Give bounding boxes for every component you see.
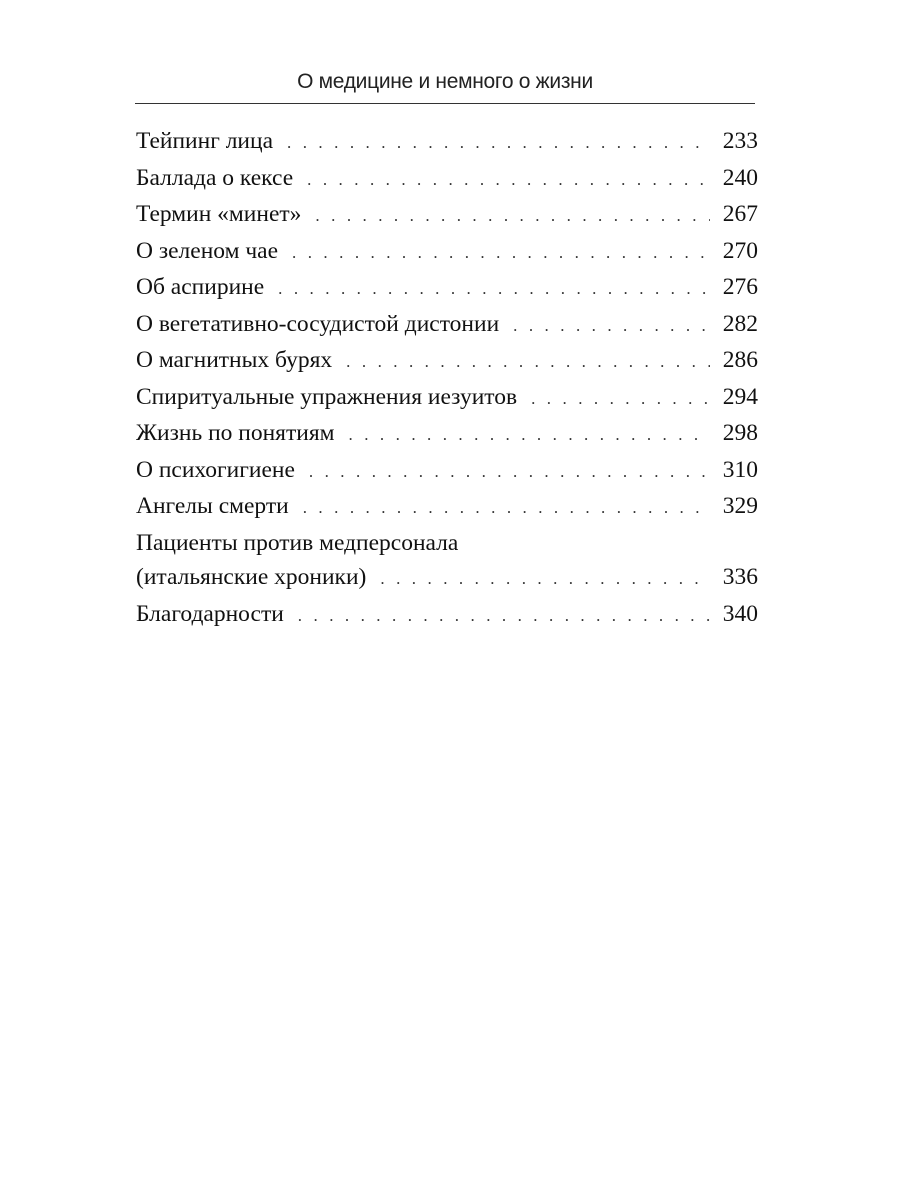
toc-entry <box>136 161 758 198</box>
toc-entry-title: О зеленом чае <box>136 237 279 264</box>
toc-row <box>136 343 758 380</box>
toc-entry-page: 270 <box>722 237 758 264</box>
toc-entry-title-line1: Пациенты против медперсонала <box>136 529 459 556</box>
dot-leader <box>315 199 710 234</box>
toc-row <box>136 560 758 597</box>
toc-entry-title: Тейпинг лица <box>136 128 274 154</box>
toc-entry <box>136 234 758 271</box>
toc-entry-page: 286 <box>722 347 758 373</box>
toc-entry-title: Об аспирине <box>136 274 265 300</box>
toc-entry-page: 233 <box>722 128 758 154</box>
toc-entry <box>136 270 758 307</box>
dot-leader <box>298 599 710 634</box>
toc-entry-title: (итальянские хроники) <box>136 564 367 590</box>
toc-entry-page: 310 <box>722 456 758 483</box>
toc-entry <box>136 489 758 526</box>
toc-entry-page: 340 <box>722 600 758 627</box>
toc-entry-page: 336 <box>722 564 758 590</box>
toc-row <box>136 453 758 490</box>
dot-leader <box>303 491 710 526</box>
toc-entry-title: Благодарности <box>136 600 284 627</box>
dot-leader <box>346 345 710 380</box>
toc-entry-title: Термин «минет» <box>136 201 302 227</box>
dot-leader <box>349 418 710 453</box>
dot-leader <box>287 126 710 161</box>
toc-row <box>136 124 758 161</box>
toc-entry <box>136 380 758 417</box>
toc-entry-title: О магнитных бурях <box>136 347 333 373</box>
toc-row <box>136 161 758 198</box>
toc-entry-title: О вегетативно-сосудистой дистонии <box>136 310 500 337</box>
toc-row <box>136 416 758 453</box>
header-rule <box>135 103 755 104</box>
toc-row <box>136 270 758 307</box>
toc-entry <box>136 526 758 597</box>
toc-row <box>136 307 758 344</box>
dot-leader <box>307 163 710 198</box>
toc-entry <box>136 453 758 490</box>
toc-row <box>136 489 758 526</box>
dot-leader <box>531 382 710 417</box>
toc-entry-page: 282 <box>722 310 758 337</box>
toc-entry-title: Ангелы смерти <box>136 493 289 519</box>
toc-row <box>136 234 758 271</box>
toc-entry-page: 276 <box>722 274 758 300</box>
toc-entry-title: Жизнь по понятиям <box>136 420 335 446</box>
toc-entry <box>136 197 758 234</box>
toc-entry <box>136 416 758 453</box>
toc-row <box>136 597 758 634</box>
toc-entry <box>136 307 758 344</box>
running-head: О медицине и немного о жизни <box>297 70 593 93</box>
table-of-contents <box>136 124 758 633</box>
toc-entry-page: 240 <box>722 164 758 191</box>
toc-entry <box>136 124 758 161</box>
toc-entry-page: 267 <box>722 201 758 227</box>
toc-entry-page: 294 <box>722 383 758 410</box>
toc-entry-page: 298 <box>722 420 758 446</box>
toc-row <box>136 380 758 417</box>
toc-entry <box>136 343 758 380</box>
toc-entry <box>136 597 758 634</box>
toc-row <box>136 197 758 234</box>
dot-leader <box>292 236 710 271</box>
toc-entry-title: О психогигиене <box>136 456 295 483</box>
dot-leader <box>513 309 710 344</box>
dot-leader <box>309 455 710 490</box>
toc-entry-title: Баллада о кексе <box>136 164 294 191</box>
dot-leader <box>278 272 710 307</box>
dot-leader <box>380 562 710 597</box>
toc-entry-title: Спиритуальные упражнения иезуитов <box>136 383 518 410</box>
toc-entry-page: 329 <box>722 493 758 519</box>
